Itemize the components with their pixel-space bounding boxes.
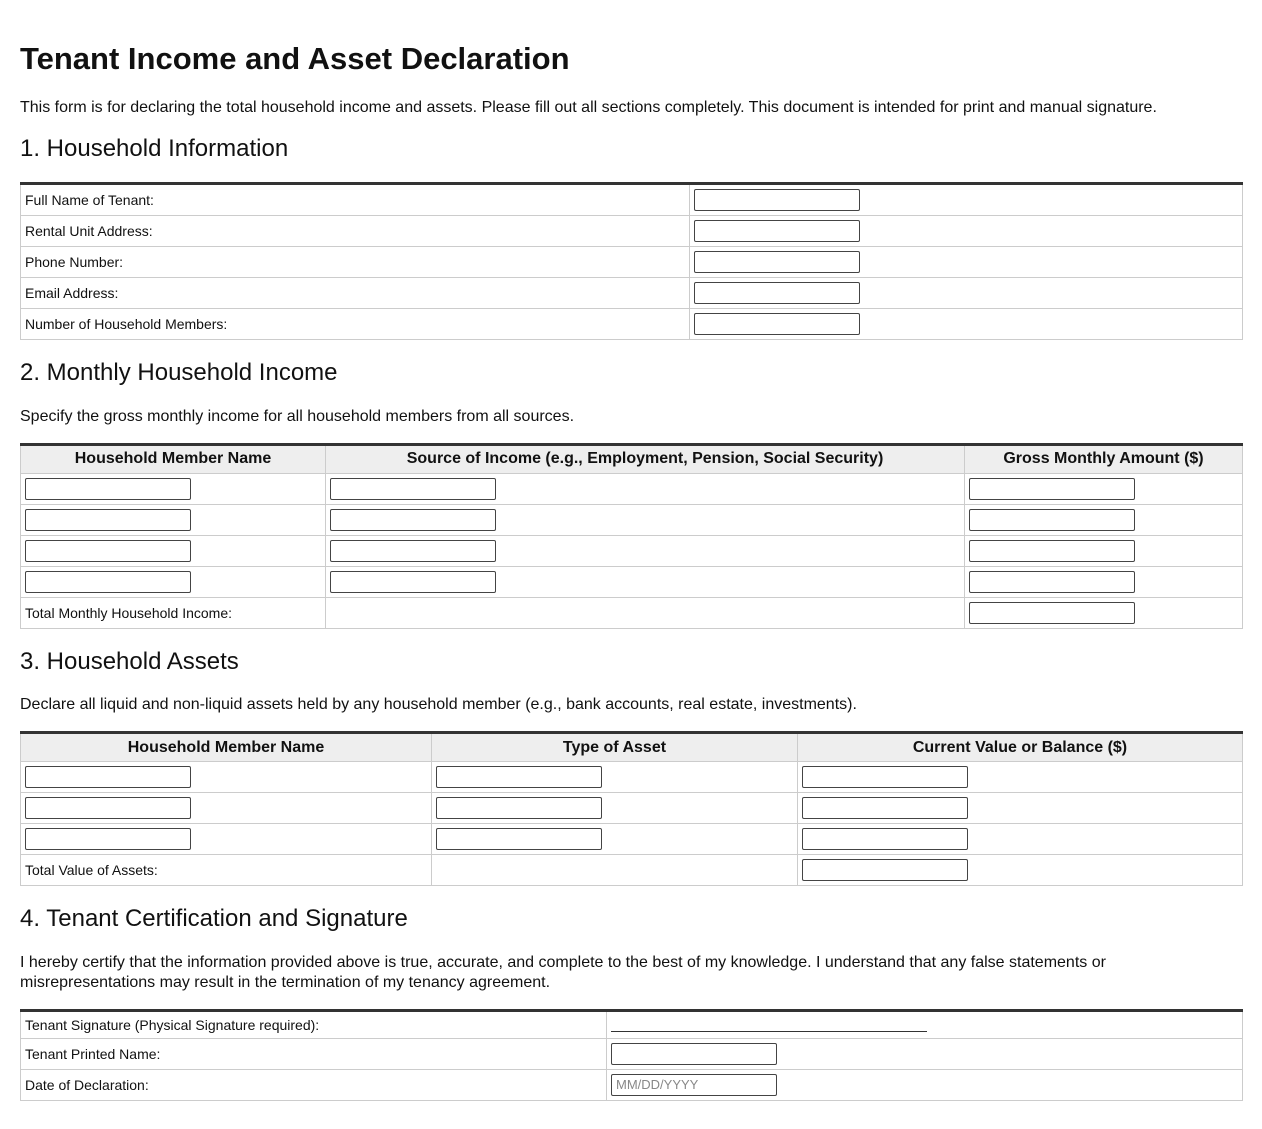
table-cell [326, 566, 965, 597]
total-assets-label: Total Value of Assets: [21, 855, 432, 886]
table-cell [432, 824, 798, 855]
date-input[interactable] [611, 1074, 777, 1096]
field-label: Rental Unit Address: [21, 216, 690, 247]
table-row [21, 184, 1243, 216]
table-cell [21, 473, 326, 504]
table-row [21, 566, 1243, 597]
signature-label: Tenant Signature (Physical Signature required): [21, 1010, 607, 1038]
income-amount-input[interactable] [969, 478, 1135, 500]
printed-name-input[interactable] [611, 1043, 777, 1065]
income-source-input[interactable] [330, 478, 496, 500]
income-source-input[interactable] [330, 571, 496, 593]
field-cell [690, 184, 1243, 216]
signature-line[interactable] [611, 1017, 927, 1032]
total-assets-input[interactable] [802, 859, 968, 881]
table-row [21, 1069, 1243, 1100]
table-row [21, 473, 1243, 504]
table-cell [432, 793, 798, 824]
table-row [21, 762, 1243, 793]
income-source-input[interactable] [330, 540, 496, 562]
asset-member-name-input[interactable] [25, 766, 191, 788]
section-household-information-heading: 1. Household Information [20, 135, 289, 163]
column-header: Gross Monthly Amount ($) [965, 444, 1243, 473]
column-header: Household Member Name [21, 444, 326, 473]
column-header: Source of Income (e.g., Employment, Pension, Social Security) [326, 444, 965, 473]
field-cell [690, 247, 1243, 278]
table-row [21, 309, 1243, 340]
table-row [21, 504, 1243, 535]
household-assets-table [20, 731, 1243, 886]
column-header: Household Member Name [21, 733, 432, 762]
signature-table [20, 1009, 1243, 1101]
table-cell [798, 855, 1243, 886]
table-cell [326, 535, 965, 566]
table-header-row [21, 733, 1243, 762]
income-member-name-input[interactable] [25, 571, 191, 593]
field-cell [690, 309, 1243, 340]
section-household-assets-description: Declare all liquid and non-liquid assets held by any household member (e.g., bank accounts, real estate, investments). [20, 696, 857, 714]
total-row [21, 597, 1243, 628]
date-label: Date of Declaration: [21, 1069, 607, 1100]
column-header: Current Value or Balance ($) [798, 733, 1243, 762]
section-monthly-income-description: Specify the gross monthly income for all household members from all sources. [20, 407, 575, 425]
table-header-row [21, 444, 1243, 473]
income-amount-input[interactable] [969, 540, 1135, 562]
table-row [21, 1038, 1243, 1069]
column-header: Type of Asset [432, 733, 798, 762]
household-information-table [20, 182, 1243, 340]
table-cell [798, 762, 1243, 793]
asset-member-name-input[interactable] [25, 797, 191, 819]
table-cell [798, 824, 1243, 855]
tenant-name-input[interactable] [694, 189, 860, 211]
field-cell [690, 216, 1243, 247]
intro-text: This form is for declaring the total household income and assets. Please fill out all sections completely. This document is intended for print and manual signature. [20, 99, 1157, 117]
table-row [21, 535, 1243, 566]
table-cell [798, 793, 1243, 824]
field-cell [607, 1038, 1243, 1069]
table-row [21, 824, 1243, 855]
income-member-name-input[interactable] [25, 509, 191, 531]
table-row [21, 793, 1243, 824]
field-label: Number of Household Members: [21, 309, 690, 340]
table-row [21, 247, 1243, 278]
section-monthly-income-heading: 2. Monthly Household Income [20, 359, 338, 387]
field-label: Phone Number: [21, 247, 690, 278]
phone-number-input[interactable] [694, 251, 860, 273]
total-income-label: Total Monthly Household Income: [21, 597, 326, 628]
section-certification-heading: 4. Tenant Certification and Signature [20, 905, 408, 933]
asset-value-input[interactable] [802, 828, 968, 850]
field-cell [607, 1069, 1243, 1100]
table-cell [965, 597, 1243, 628]
section-household-assets-heading: 3. Household Assets [20, 647, 239, 675]
table-cell [432, 762, 798, 793]
total-row [21, 855, 1243, 886]
asset-type-input[interactable] [436, 766, 602, 788]
certification-text: I hereby certify that the information provided above is true, accurate, and complete to the best of my knowledge. I understand that any false statements or misrepresentations may result in the termination of my tenancy agreement. [20, 953, 1106, 991]
income-member-name-input[interactable] [25, 478, 191, 500]
table-row [21, 216, 1243, 247]
table-cell [965, 504, 1243, 535]
income-amount-input[interactable] [969, 509, 1135, 531]
asset-value-input[interactable] [802, 766, 968, 788]
table-cell [21, 793, 432, 824]
table-cell [326, 504, 965, 535]
household-members-input[interactable] [694, 313, 860, 335]
income-amount-input[interactable] [969, 571, 1135, 593]
table-cell [21, 504, 326, 535]
field-label: Email Address: [21, 278, 690, 309]
email-address-input[interactable] [694, 282, 860, 304]
table-cell [21, 566, 326, 597]
asset-member-name-input[interactable] [25, 828, 191, 850]
table-cell [965, 535, 1243, 566]
table-cell [326, 473, 965, 504]
total-income-input[interactable] [969, 602, 1135, 624]
table-cell [965, 473, 1243, 504]
income-source-input[interactable] [330, 509, 496, 531]
monthly-income-table [20, 443, 1243, 629]
empty-cell [326, 597, 965, 628]
field-label: Full Name of Tenant: [21, 184, 690, 216]
table-cell [21, 762, 432, 793]
table-row [21, 278, 1243, 309]
printed-name-label: Tenant Printed Name: [21, 1038, 607, 1069]
table-cell [965, 566, 1243, 597]
table-row [21, 1010, 1243, 1038]
rental-address-input[interactable] [694, 220, 860, 242]
field-cell [690, 278, 1243, 309]
page-title: Tenant Income and Asset Declaration [20, 41, 570, 76]
table-cell [21, 824, 432, 855]
asset-type-input[interactable] [436, 797, 602, 819]
income-member-name-input[interactable] [25, 540, 191, 562]
table-cell [21, 535, 326, 566]
asset-value-input[interactable] [802, 797, 968, 819]
signature-cell [607, 1010, 1243, 1038]
empty-cell [432, 855, 798, 886]
asset-type-input[interactable] [436, 828, 602, 850]
